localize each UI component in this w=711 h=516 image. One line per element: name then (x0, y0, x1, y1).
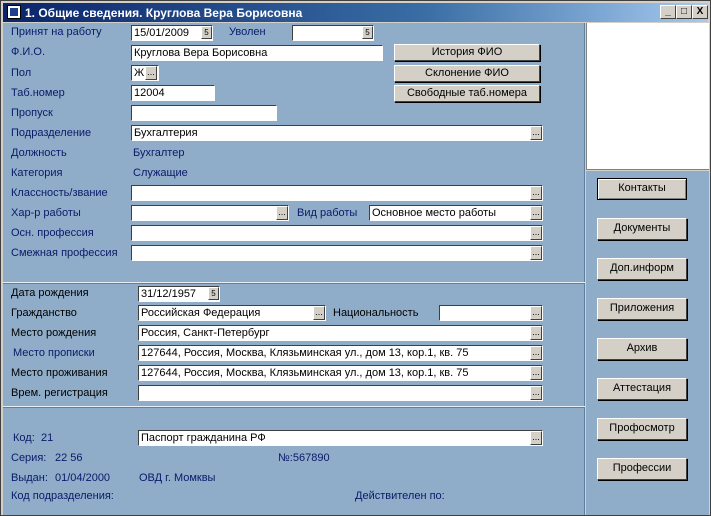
adjacent-profession-ellipsis-icon[interactable]: ... (530, 246, 542, 260)
gender-field[interactable]: Ж (131, 65, 159, 81)
fired-calendar-icon[interactable]: 5 (362, 26, 373, 39)
gender-label: Пол (11, 67, 32, 79)
window-title: 1. Общие сведения. Круглова Вера Борисовна (25, 6, 303, 20)
attestation-button[interactable]: Аттестация (597, 378, 687, 400)
doc-number: №:567890 (278, 452, 330, 464)
main-profession-label: Осн. профессия (11, 227, 94, 239)
fio-label: Ф.И.О. (11, 46, 45, 58)
registration-field[interactable]: 127644, Россия, Москва, Клязьминская ул., дом 13, кор.1, кв. 75 (138, 345, 543, 361)
birthplace-field[interactable]: Россия, Санкт-Петербург (138, 325, 543, 341)
temp-registration-label: Врем. регистрация (11, 387, 108, 399)
tab-number-label: Таб.номер (11, 87, 65, 99)
residence-field[interactable]: 127644, Россия, Москва, Клязьминская ул., дом 13, кор.1, кв. 75 (138, 365, 543, 381)
minimize-icon[interactable]: _ (660, 5, 676, 19)
document-type-field[interactable]: Паспорт гражданина РФ (138, 430, 543, 446)
side-buttons-panel (586, 171, 709, 515)
additional-info-button[interactable]: Доп.информ (597, 258, 687, 280)
birthplace-label: Место рождения (11, 327, 97, 339)
category-value: Служащие (133, 167, 188, 179)
work-kind-field[interactable]: Основное место работы (369, 205, 543, 221)
nationality-ellipsis-icon[interactable]: ... (530, 306, 542, 320)
department-label: Подразделение (11, 127, 92, 139)
series-value: 22 56 (55, 452, 83, 464)
archive-button[interactable]: Архив (597, 338, 687, 360)
gender-ellipsis-icon[interactable]: ... (145, 66, 157, 80)
issued-date: 01/04/2000 (55, 472, 111, 484)
main-profession-field[interactable] (131, 225, 543, 241)
app-icon[interactable] (7, 5, 21, 19)
class-label: Классность/звание (11, 187, 108, 199)
nationality-label: Национальность (333, 307, 419, 319)
pass-label: Пропуск (11, 107, 53, 119)
position-value: Бухгалтер (133, 147, 185, 159)
maximize-icon[interactable]: □ (676, 5, 692, 19)
work-character-label: Хар-р работы (11, 207, 81, 219)
work-character-ellipsis-icon[interactable]: ... (276, 206, 288, 220)
department-ellipsis-icon[interactable]: ... (530, 126, 542, 140)
citizenship-ellipsis-icon[interactable]: ... (313, 306, 325, 320)
pass-field[interactable] (131, 105, 277, 121)
class-field[interactable] (131, 185, 543, 201)
category-label: Категория (11, 167, 63, 179)
fio-declension-button[interactable]: Склонение ФИО (394, 65, 540, 82)
work-kind-ellipsis-icon[interactable]: ... (530, 206, 542, 220)
registration-ellipsis-icon[interactable]: ... (530, 346, 542, 360)
hired-label: Принят на работу (11, 26, 102, 38)
fio-history-button[interactable]: История ФИО (394, 44, 540, 61)
citizenship-field[interactable]: Российская Федерация (138, 305, 326, 321)
adjacent-profession-field[interactable] (131, 245, 543, 261)
medical-exam-button[interactable]: Профосмотр (597, 418, 687, 440)
issued-by: ОВД г. Момквы (139, 472, 216, 484)
citizenship-label: Гражданство (11, 307, 77, 319)
work-character-field[interactable] (131, 205, 289, 221)
department-field[interactable]: Бухгалтерия (131, 125, 543, 141)
document-type-ellipsis-icon[interactable]: ... (530, 431, 542, 445)
doc-code-label: Код: (13, 432, 35, 444)
general-info-panel (3, 23, 585, 515)
fio-field[interactable]: Круглова Вера Борисовна (131, 45, 383, 61)
nationality-field[interactable] (439, 305, 543, 321)
main-profession-ellipsis-icon[interactable]: ... (530, 226, 542, 240)
section-divider-2 (3, 406, 585, 408)
professions-button[interactable]: Профессии (597, 458, 687, 480)
section-divider (3, 282, 585, 284)
temp-registration-field[interactable] (138, 385, 543, 401)
class-ellipsis-icon[interactable]: ... (530, 186, 542, 200)
doc-code-value: 21 (41, 432, 54, 444)
issued-label: Выдан: (11, 472, 48, 484)
tab-number-field[interactable]: 12004 (131, 85, 215, 101)
birthplace-ellipsis-icon[interactable]: ... (530, 326, 542, 340)
residence-ellipsis-icon[interactable]: ... (530, 366, 542, 380)
adjacent-profession-label: Смежная профессия (11, 247, 118, 259)
registration-label: Место прописки (13, 347, 95, 359)
attachments-button[interactable]: Приложения (597, 298, 687, 320)
hired-calendar-icon[interactable]: 5 (201, 26, 212, 39)
photo-area[interactable] (586, 23, 709, 170)
free-tab-numbers-button[interactable]: Свободные таб.номера (394, 85, 540, 102)
subdivision-code-label: Код подразделения: (11, 490, 114, 502)
documents-button[interactable]: Документы (597, 218, 687, 240)
series-label: Серия: (11, 452, 47, 464)
birthdate-field[interactable]: 31/12/1957 (138, 286, 220, 302)
residence-label: Место проживания (11, 367, 108, 379)
contacts-button[interactable]: Контакты (597, 178, 687, 200)
work-kind-label: Вид работы (297, 207, 358, 219)
close-icon[interactable]: X (692, 5, 708, 19)
valid-until-label: Действителен по: (355, 490, 445, 502)
hired-date-field[interactable]: 15/01/2009 (131, 25, 213, 41)
position-label: Должность (11, 147, 67, 159)
birthdate-label: Дата рождения (11, 287, 89, 299)
temp-registration-ellipsis-icon[interactable]: ... (530, 386, 542, 400)
title-bar[interactable] (3, 3, 708, 22)
fired-label: Уволен (229, 26, 266, 38)
birthdate-calendar-icon[interactable]: 5 (208, 287, 219, 300)
